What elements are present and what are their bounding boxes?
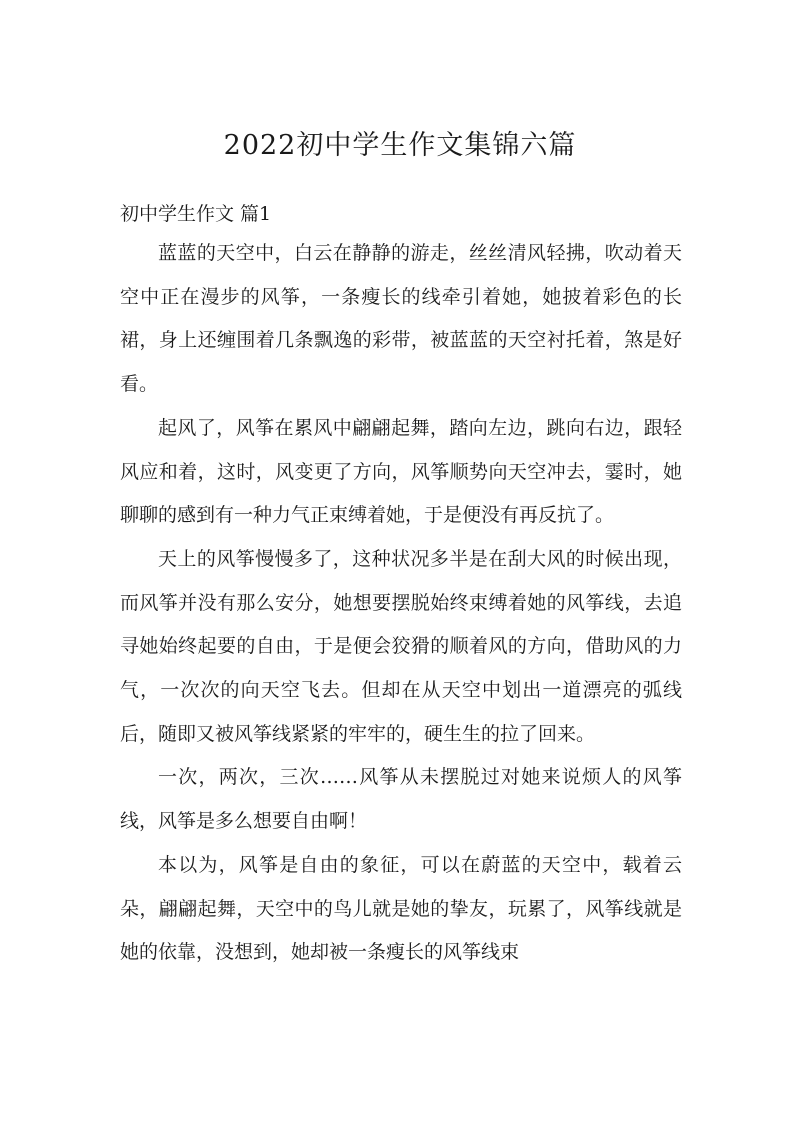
paragraph: 一次，两次，三次……风筝从未摆脱过对她来说烦人的风筝线，风筝是多么想要自由啊！ [120, 766, 682, 833]
paragraph: 天上的风筝慢慢多了，这种状况多半是在刮大风的时候出现，而风筝并没有那么安分，她想要摆脱始终束缚着她的风筝线，去追寻她始终起要的自由，于是便会狡猾的顺着风的方向，借助风的力气，一次次的向天空飞去。但却在从天空中划出一道漂亮的弧线后，随即又被风筝线紧紧的牢牢的，硬生生的拉了回来。 [120, 547, 682, 745]
document-body [120, 232, 682, 975]
paragraph: 起风了，风筝在累风中翩翩起舞，踏向左边，跳向右边，跟轻风应和着，这时，风变更了方向，风筝顺势向天空冲去，霎时，她聊聊的感到有一种力气正束缚着她，于是便没有再反抗了。 [120, 416, 682, 527]
section-heading: 初中学生作文 篇1 [120, 203, 272, 225]
paragraph: 本以为，风筝是自由的象征，可以在蔚蓝的天空中，载着云朵，翩翩起舞，天空中的鸟儿就是她的挚友，玩累了，风筝线就是她的依靠，没想到，她却被一条瘦长的风筝线束 [120, 853, 682, 964]
paragraph: 蓝蓝的天空中，白云在静静的游走，丝丝清风轻拂，吹动着天空中正在漫步的风筝，一条瘦长的线牵引着她，她披着彩色的长裙，身上还缠围着几条飘逸的彩带，被蓝蓝的天空衬托着，煞是好看。 [120, 242, 682, 396]
document-title: 2022初中学生作文集锦六篇 [223, 130, 577, 161]
